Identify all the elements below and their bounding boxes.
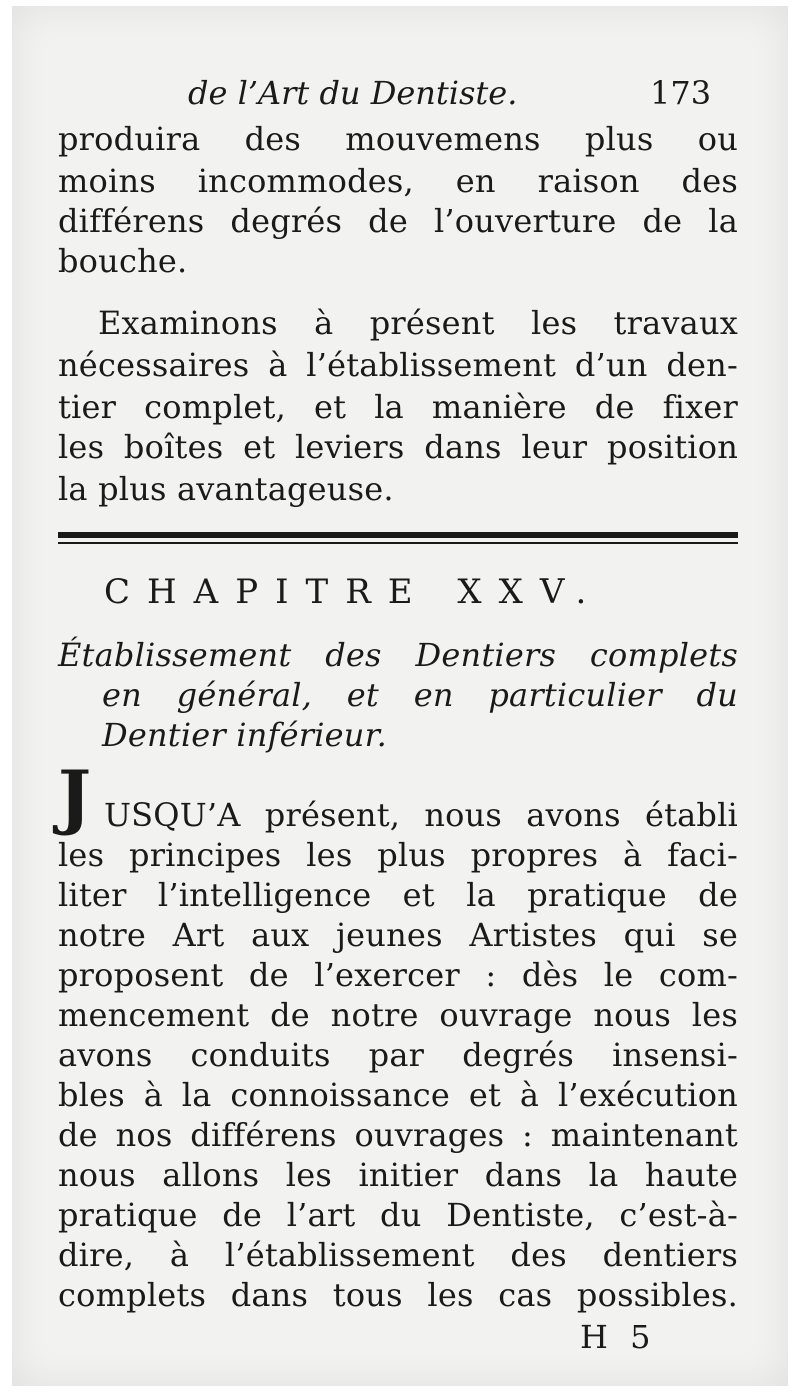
- text-line: les principes les plus propres à faci-: [58, 836, 738, 874]
- text-line: nécessaires à l’établissement d’un den-: [58, 346, 738, 384]
- text-line: notre Art aux jeunes Artistes qui se: [58, 916, 738, 954]
- page-number: 173: [650, 74, 712, 112]
- text-line: la plus avantageuse.: [58, 470, 394, 508]
- text-line: complets dans tous les cas possibles.: [58, 1276, 738, 1314]
- text-line: proposent de l’exercer : dès le com-: [58, 956, 738, 994]
- text-line: bles à la connoissance et à l’exécution: [58, 1076, 738, 1114]
- signature-mark: H 5: [580, 1318, 657, 1356]
- chapter-subtitle-line: Dentier inférieur.: [102, 716, 387, 754]
- section-rule-thin: [58, 542, 738, 544]
- text-line: Examinons à présent les travaux: [98, 304, 738, 342]
- text-line: les boîtes et leviers dans leur position: [58, 428, 738, 466]
- text-line: dire, à l’établissement des dentiers: [58, 1236, 738, 1274]
- chapter-subtitle-line: en général, et en particulier du: [102, 676, 738, 714]
- text-line: avons conduits par degrés insensi-: [58, 1036, 738, 1074]
- section-rule: [58, 532, 738, 538]
- text-line: produira des mouvemens plus ou: [58, 120, 738, 158]
- text-line: de nos différens ouvrages : maintenant: [58, 1116, 738, 1154]
- text-line: bouche.: [58, 242, 188, 280]
- text-line: moins incommodes, en raison des: [58, 162, 738, 200]
- text-line: pratique de l’art du Dentiste, c’est-à-: [58, 1196, 738, 1234]
- text-line: différens degrés de l’ouverture de la: [58, 202, 738, 240]
- text-line: liter l’intelligence et la pratique de: [58, 876, 738, 914]
- text-line: USQU’A présent, nous avons établi: [104, 796, 738, 834]
- running-head: de l’Art du Dentiste.: [188, 74, 518, 112]
- chapter-subtitle-line: Établissement des Dentiers complets: [58, 636, 738, 674]
- drop-cap: J: [58, 755, 92, 838]
- text-line: tier complet, et la manière de fixer: [58, 388, 738, 426]
- chapter-title: CHAPITRE XXV.: [104, 572, 604, 612]
- text-line: nous allons les initier dans la haute: [58, 1156, 738, 1194]
- text-line: mencement de notre ouvrage nous les: [58, 996, 738, 1034]
